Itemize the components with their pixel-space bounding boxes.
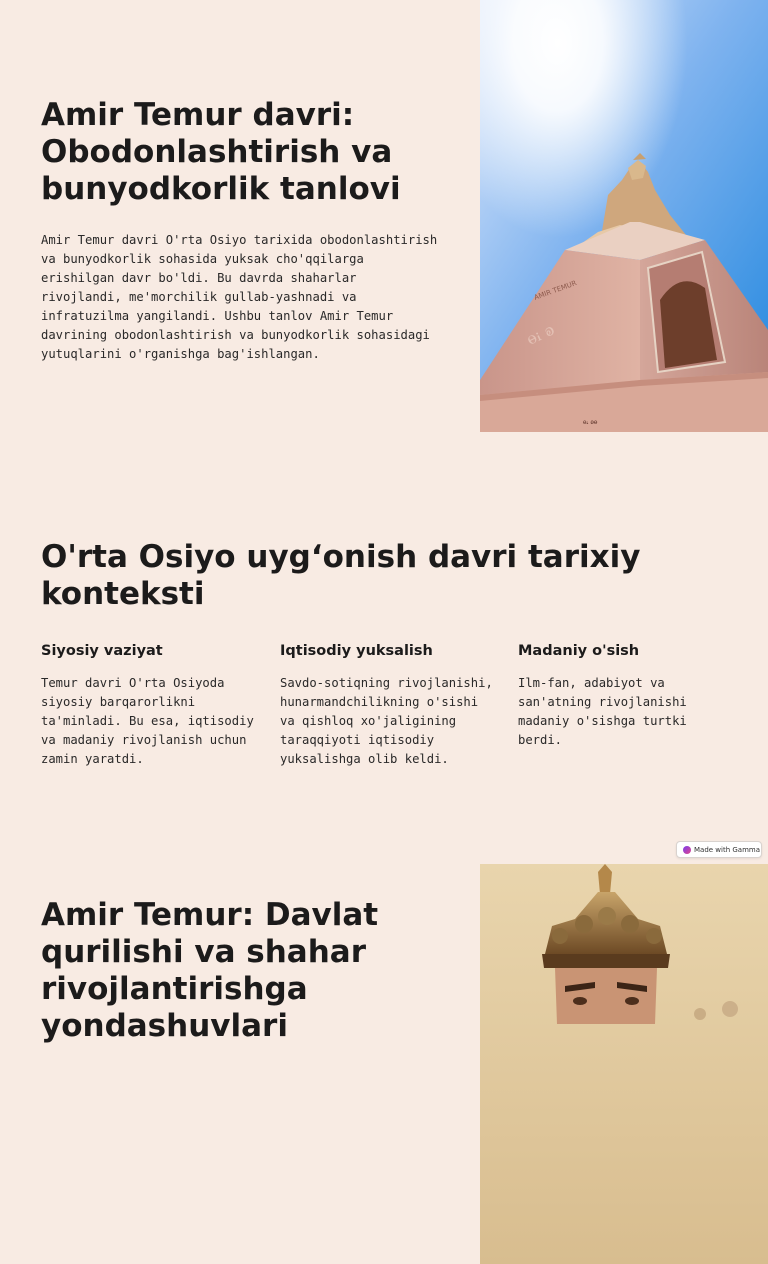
badge-label: Made with Gamma [694, 845, 761, 854]
column-heading: Siyosiy vaziyat [41, 643, 163, 659]
column-text: Savdo-sotiqning rivojlanishi, hunarmandchilikning o'sishi va qishloq xo'jaligining taraqqiyoti iqtisodiy yuksalishga olib keldi. [280, 676, 493, 766]
context-title: O'rta Osiyo uygʻonish davri tarixiy konteksti [41, 539, 641, 612]
statue-illustration [480, 0, 768, 432]
column-cultural [518, 642, 718, 750]
portrait-image [480, 864, 768, 1264]
column-political [41, 642, 256, 769]
svg-text:AMIR TEMUR: AMIR TEMUR [532, 279, 578, 302]
column-economic [280, 642, 495, 769]
hero-title: Amir Temur davri: Obodonlashtirish va bunyodkorlik tanlovi [41, 97, 401, 207]
column-text: Ilm-fan, adabiyot va san'atning rivojlanishi madaniy o'sishga turtki berdi. [518, 676, 687, 747]
state-building-section [0, 864, 768, 1264]
portrait-illustration [480, 864, 768, 1264]
column-text: Temur davri O'rta Osiyoda siyosiy barqarorlikni ta'minladi. Bu esa, iqtisodiy va madaniy rivojlanish uchun zamin yaratdi. [41, 676, 254, 766]
column-heading: Iqtisodiy yuksalish [280, 643, 433, 659]
svg-text:ꮎꭵ ꭷ: ꮎꭵ ꭷ [523, 318, 558, 350]
column-heading: Madaniy o'sish [518, 643, 640, 659]
state-building-title: Amir Temur: Davlat qurilishi va shahar rivojlantirishga yondashuvlari [41, 897, 379, 1044]
gamma-logo-icon [683, 846, 691, 854]
hero-section [0, 0, 768, 432]
svg-text:ꮎꭵ ꭷꮎ: ꮎꭵ ꭷꮎ [583, 418, 598, 426]
statue-image [480, 0, 768, 432]
hero-text-block [41, 97, 441, 364]
context-section [0, 432, 768, 864]
hero-description: Amir Temur davri O'rta Osiyo tarixida obodonlashtirish va bunyodkorlik sohasida yuksak cho'qqilarga erishilgan davr bo'ldi. Bu davrda shaharlar rivojlandi, me'morchilik gullab-yashnadi va infratuzilma yangilandi. Ushbu tanlov Amir Temur davrining obodonlashtirish va bunyodkorlik sohasidagi yutuqlarini o'rganishga bag'ishlangan. [41, 233, 438, 361]
made-with-gamma-badge[interactable] [676, 841, 762, 858]
